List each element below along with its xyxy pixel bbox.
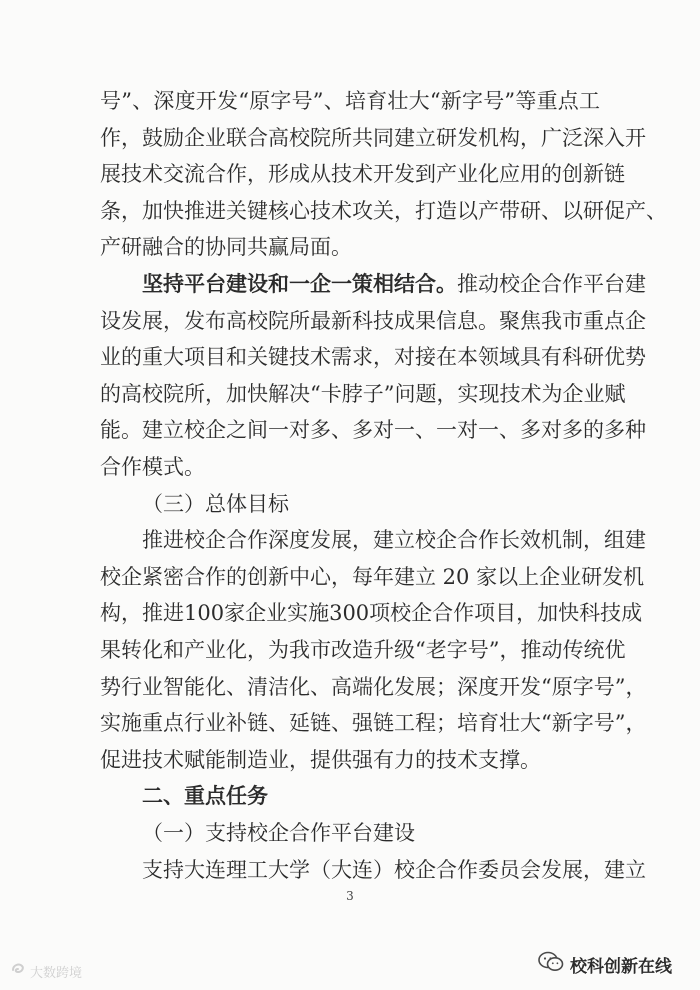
paragraph-line: 推进校企合作深度发展，建立校企合作长效机制，组建 xyxy=(142,528,646,553)
paragraph-line: 条，加快推进关键核心技术攻关，打造以产带研、以研促产、 xyxy=(100,198,667,223)
paragraph-line: 构，推进100家企业实施300项校企合作项目，加快科技成 xyxy=(100,601,643,626)
paragraph-line: 促进技术赋能制造业，提供强有力的技术支撑。 xyxy=(100,747,541,772)
watermark-right-text: 校科创新在线 xyxy=(570,956,672,977)
paragraph-line: 能。建立校企之间一对多、多对一、一对一、多对多的多种 xyxy=(100,418,646,443)
paragraph-line: 设发展，发布高校院所最新科技成果信息。聚焦我市重点企 xyxy=(100,308,646,333)
paragraph-line: 的高校院所，加快解决“卡脖子”问题，实现技术为企业赋 xyxy=(100,381,626,406)
paragraph-line: 号”、深度开发“原字号”、培育壮大“新字号”等重点工 xyxy=(100,89,600,113)
paragraph-line: 展技术交流合作，形成从技术开发到产业化应用的创新链 xyxy=(100,162,625,187)
paragraph-line-with-bold-lead xyxy=(142,269,646,299)
paragraph-line: 校企紧密合作的创新中心，每年建立 20 家以上企业研发机 xyxy=(100,564,645,589)
major-heading: 二、重点任务 xyxy=(142,784,268,809)
paragraph-line: 业的重大项目和关键技术需求，对接在本领域具有科研优势 xyxy=(100,345,646,370)
page-number: 3 xyxy=(346,888,354,903)
paragraph-text: 推动校企合作平台建 xyxy=(457,272,646,296)
wechat-icon xyxy=(538,951,564,978)
paragraph-line: 支持大连理工大学（大连）校企合作委员会发展，建立 xyxy=(142,857,646,882)
watermark-left-text: 大数跨境 xyxy=(30,965,83,981)
paragraph-line: 合作模式。 xyxy=(100,455,205,479)
watermark-right xyxy=(538,950,672,978)
paragraph-line: 实施重点行业补链、延链、强链工程；培育壮大“新字号”， xyxy=(100,711,647,736)
paragraph-line: 产研融合的协同共赢局面。 xyxy=(100,235,352,260)
section-heading: （三）总体目标 xyxy=(142,491,289,516)
paragraph-line: 果转化和产业化，为我市改造升级“老字号”，推动传统优 xyxy=(100,638,626,662)
paragraph-line: 作，鼓励企业联合高校院所共同建立研发机构，广泛深入开 xyxy=(100,125,646,150)
watermark-left xyxy=(10,962,82,980)
paragraph-line: 势行业智能化、清洁化、高端化发展；深度开发“原字号”， xyxy=(100,674,647,699)
section-heading: （一）支持校企合作平台建设 xyxy=(142,821,415,845)
bold-lead-text: 坚持平台建设和一企一策相结合。 xyxy=(142,271,457,296)
brand-swirl-icon xyxy=(10,961,26,981)
